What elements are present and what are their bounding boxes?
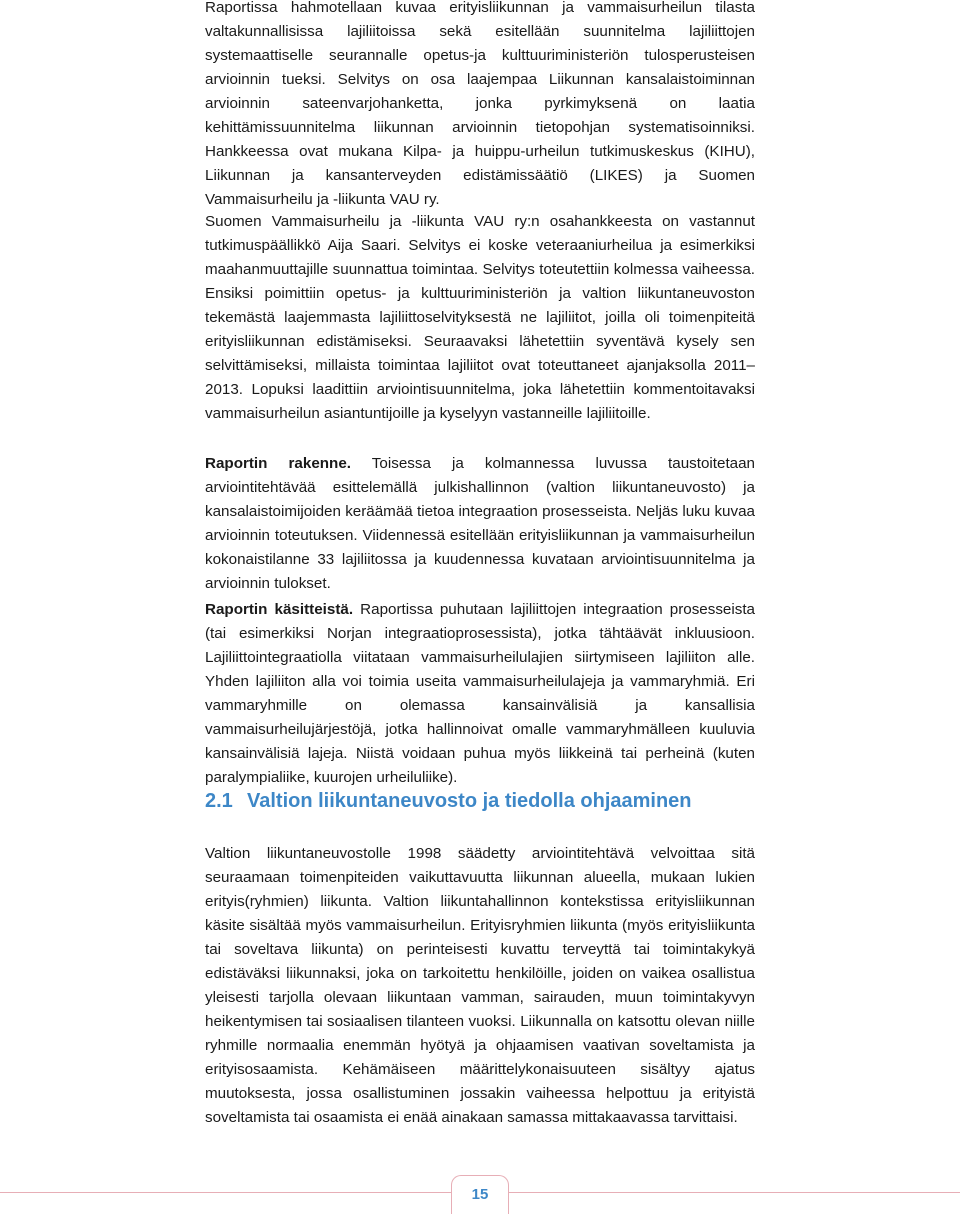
paragraph-subproject [205,210,755,426]
paragraph-text: Suomen Vammaisurheilu ja -liikunta VAU ry:n osahankkeesta on vastannut tutkimuspäällikkö Aija Saari. Selvitys ei koske veteraaniurheilua ja esimerkiksi maahanmuuttajille suunnattua toimintaa. Selvitys toteutettiin kolmessa vaiheessa. Ensiksi poimittiin opetus- ja kulttuuriministeriön ja valtion liikuntaneuvoston tekemästä laajemmasta lajiliittoselvityksestä ne lajiliitot, joilla oli toimenpiteitä erityisliikunnan edistämiseksi. Seuraavaksi lähetettiin syventävä kysely sen selvittämiseksi, millaista toimintaa lajiliitot ovat toteuttaneet ajanjaksolla 2011–2013. Lopuksi laadittiin arviointisuunnitelma, joka lähetettiin kommentoitavaksi vammaisurheilun asiantuntijoille ja kyselyyn vastanneille lajiliitoille. [205,213,755,422]
section-title: Valtion liikuntaneuvosto ja tiedolla ohjaaminen [247,790,692,812]
paragraph-text: Raportissa puhutaan lajiliittojen integraation prosesseista (tai esimerkiksi Norjan integraatioprosessista), jotka tähtäävät inkluusioon. Lajiliittointegraatiolla viitataan vammaisurheilulajien siirtymiseen lajiliiton alle. Yhden lajiliiton alla voi toimia useita vammaisurheilulajeja ja vammaryhmiä. Eri vammaryhmille on olemassa kansainvälisiä ja kansallisia vammaisurheilujärjestöjä, jotka hallinnoivat omalle vammaryhmälleen kuuluvia kansainvälisiä lajeja. Niistä voidaan puhua myös liikkeinä tai perheinä (kuten paralympialiike, kuurojen urheiluliike). [205,601,756,786]
paragraph-report-concepts [205,598,755,790]
paragraph-lead-heading: Raportin käsitteistä. [205,601,354,618]
paragraph-text: Raportissa hahmotellaan kuvaa erityisliikunnan ja vammaisurheilun tilasta valtakunnallisissa lajiliitoissa sekä esitellään suunnitelma lajiliittojen systemaattiselle seurannalle opetus-ja kulttuuriministeriön tulosperusteisen arvioinnin tueksi. Selvitys on osa laajempaa Liikunnan kansalaistoiminnan arvioinnin sateenvarjohanketta, jonka pyrkimyksenä on laatia kehittämissuunnitelma liikunnan arvioinnin tietopohjan systematisoinniksi. Hankkeessa ovat mukana Kilpa- ja huippu-urheilun tutkimuskeskus (KIHU), Liikunnan ja kansanterveyden edistämissäätiö (LIKES) ja Suomen Vammaisurheilu ja -liikunta VAU ry. [205,0,755,208]
paragraph-section-body [205,842,755,1130]
section-number: 2.1 [205,790,233,812]
section-heading [205,790,692,813]
paragraph-text: Toisessa ja kolmannessa luvussa taustoitetaan arviointitehtävää esittelemällä julkishallinnon (valtion liikuntaneuvosto) ja kansalaistoimijoiden keräämää tietoa integraation prosesseista. Neljäs luku kuvaa arvioinnin toteutuksen. Viidennessä esitellään erityisliikunnan ja vammaisurheilun kokonaistilanne 33 lajiliitossa ja kuudennessa kuvataan arviointisuunnitelma ja arvioinnin tulokset. [205,455,756,592]
paragraph-intro [205,0,755,212]
page-number: 15 [451,1175,509,1214]
paragraph-lead-heading: Raportin rakenne. [205,455,351,472]
paragraph-text: Valtion liikuntaneuvostolle 1998 säädetty arviointitehtävä velvoittaa sitä seuraamaan toimenpiteiden vaikuttavuutta liikunnan alueella, mukaan lukien erityis(ryhmien) liikunta. Valtion liikuntahallinnon kontekstissa erityisliikunnan käsite sisältää myös vammaisurheilun. Erityisryhmien liikunta (myös erityisliikunta tai soveltava liikunta) on perinteisesti kuvattu terveyttä tai toimintakykyä edistäväksi liikunnaksi, joka on tarkoitettu henkilöille, joiden on vaikea osallistua yleisesti tarjolla olevaan liikuntaan vamman, sairauden, muun toimintakyvyn heikentymisen tai sosiaalisen tilanteen vuoksi. Liikunnalla on katsottu olevan niille ryhmille normaalia enemmän hyötyä ja ohjaamisen vaativan soveltamista ja erityisosaamista. Kehämäiseen määrittelykonaisuuteen sisältyy ajatus muutoksesta, jossa osallistuminen jossakin vaiheessa helpottuu ja erityistä soveltamista tai osaamista ei enää ainakaan samassa mittakaavassa tarvittaisi. [205,845,755,1126]
paragraph-report-structure [205,452,755,596]
